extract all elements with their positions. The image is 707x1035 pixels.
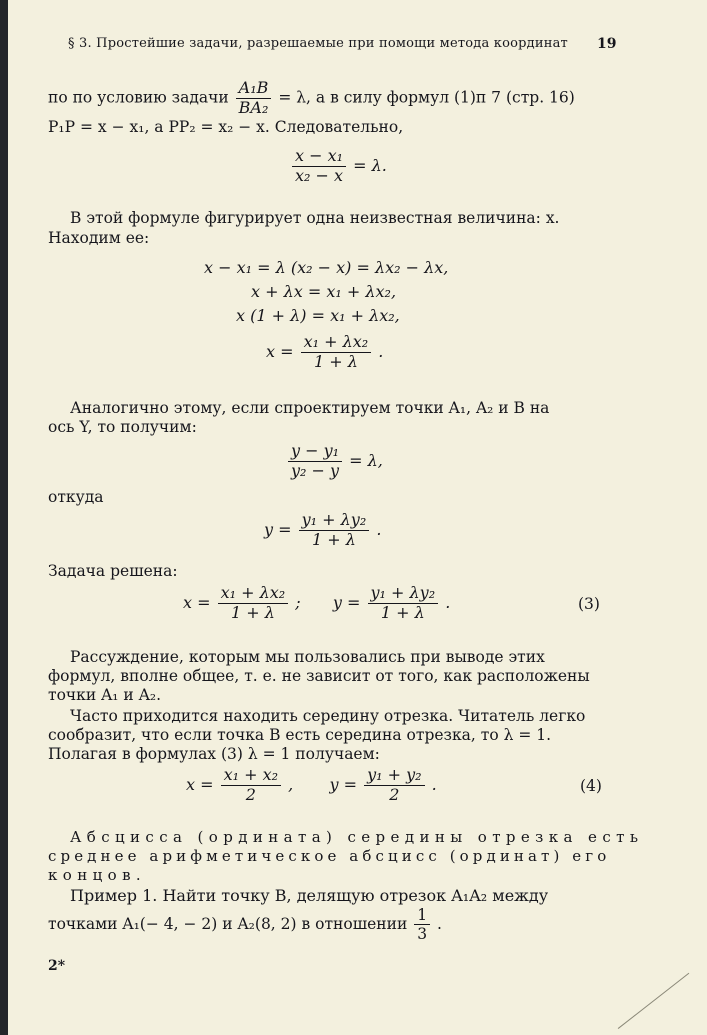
- denominator: 3: [417, 925, 428, 944]
- denominator: 1 + λ: [311, 529, 356, 549]
- fraction: [292, 148, 346, 185]
- para1-text-a: по по условию задачи: [48, 88, 229, 107]
- ratio-denominator: BA₂: [238, 97, 269, 117]
- example-end: .: [437, 914, 442, 933]
- para3-line1: Аналогично этому, если спроектируем точки A₁, A₂ и B на: [70, 399, 550, 417]
- eq4-separator: ,: [288, 774, 294, 794]
- book-page: [8, 0, 707, 1035]
- derivation-line-1: x − x₁ = λ (x₂ − x) = λx₂ − λx,: [204, 258, 449, 277]
- ratio-fraction: [236, 80, 272, 117]
- para5-line3: Полагая в формулах (3) λ = 1 получаем:: [48, 745, 380, 763]
- example-line1: Пример 1. Найти точку B, делящую отрезок A₁A₂ между: [70, 886, 549, 905]
- equation-number-4: (4): [580, 777, 602, 795]
- eq4-x-lhs: x =: [186, 774, 214, 794]
- equation-y-solution: [264, 512, 381, 549]
- example-fraction: [414, 907, 430, 943]
- para1-line1: [48, 80, 575, 117]
- equation-rhs: = λ.: [353, 155, 387, 175]
- equation-number-3: (3): [578, 595, 600, 613]
- page-corner-crease: [618, 973, 707, 1035]
- derivation-line-2: x + λx = x₁ + λx₂,: [251, 282, 397, 301]
- para4-line1: Рассуждение, которым мы пользовались при выводе этих: [70, 648, 545, 666]
- numerator: y − y₁: [288, 443, 342, 462]
- running-header: § 3. Простейшие задачи, разрешаемые при помощи метода координат: [68, 36, 568, 51]
- denominator: 2: [389, 784, 400, 804]
- equation-4: [186, 767, 437, 804]
- para6-line3: концов.: [48, 866, 147, 884]
- numerator: x − x₁: [292, 148, 346, 167]
- denominator: 1 + λ: [380, 602, 425, 622]
- para5-line1: Часто приходится находить середину отрезка. Читатель легко: [70, 707, 586, 725]
- numerator: x₁ + λx₂: [301, 334, 372, 353]
- para4-line3: точки A₁ и A₂.: [48, 686, 162, 704]
- para3-line2: ось Y, то получим:: [48, 418, 197, 436]
- derivation-line-3: x (1 + λ) = x₁ + λx₂,: [236, 306, 400, 325]
- para1-text-b: = λ, а в силу формул (1)п 7 (стр. 16): [278, 88, 575, 107]
- fraction: [301, 334, 372, 371]
- numerator: y₁ + y₂: [364, 767, 424, 786]
- equation-rhs: = λ,: [349, 450, 383, 470]
- equation-ratio-x: [290, 148, 387, 185]
- fraction: [288, 443, 342, 480]
- equation-end: .: [376, 519, 382, 539]
- para4-line2: формул, вполне общее, т. е. не зависит от того, как расположены: [48, 667, 590, 685]
- eq4-end: .: [431, 774, 437, 794]
- eq3-y-fraction: [368, 585, 439, 622]
- equation-3: [183, 585, 450, 622]
- page-number: 19: [597, 36, 617, 52]
- numerator: 1: [414, 907, 430, 925]
- equation-ratio-y: [286, 443, 383, 480]
- ratio-numerator: A₁B: [236, 80, 272, 99]
- equation-end: .: [378, 341, 384, 361]
- denominator: x₂ − x: [295, 165, 344, 185]
- eq3-x-fraction: [218, 585, 289, 622]
- fraction: [299, 512, 370, 549]
- denominator: 1 + λ: [313, 351, 358, 371]
- equation-lhs: x =: [266, 341, 294, 361]
- numerator: x₁ + x₂: [221, 767, 281, 786]
- numerator: y₁ + λy₂: [368, 585, 439, 604]
- eq4-y-lhs: y =: [329, 774, 357, 794]
- equation-x-solution: [266, 334, 383, 371]
- eq4-y-fraction: [364, 767, 424, 804]
- eq3-separator: ;: [295, 592, 301, 612]
- para2-line1: В этой формуле фигурирует одна неизвестная величина: x.: [70, 209, 560, 227]
- para6-line2: среднее арифметическое абсцисс (ординат) его: [48, 847, 611, 865]
- para5-line2: сообразит, что если точка B есть середина отрезка, то λ = 1.: [48, 726, 552, 744]
- denominator: y₂ − y: [291, 460, 340, 480]
- equation-lhs: y =: [264, 519, 292, 539]
- eq4-x-fraction: [221, 767, 281, 804]
- eq3-x-lhs: x =: [183, 592, 211, 612]
- para6-line1: Абсцисса (ордината) середины отрезка есть: [70, 828, 644, 846]
- word-otkuda: откуда: [48, 488, 104, 506]
- denominator: 1 + λ: [230, 602, 275, 622]
- signature-mark: 2*: [48, 958, 66, 974]
- para2-line2: Находим ее:: [48, 229, 150, 247]
- numerator: x₁ + λx₂: [218, 585, 289, 604]
- numerator: y₁ + λy₂: [299, 512, 370, 531]
- eq3-end: .: [445, 592, 451, 612]
- example-line2: [48, 907, 442, 943]
- para1-line2: P₁P = x − x₁, а PP₂ = x₂ − x. Следовательно,: [48, 118, 404, 136]
- task-solved-label: Задача решена:: [48, 562, 178, 580]
- eq3-y-lhs: y =: [332, 592, 361, 612]
- denominator: 2: [245, 784, 256, 804]
- example-text: точками A₁(− 4, − 2) и A₂(8, 2) в отношении: [48, 914, 408, 933]
